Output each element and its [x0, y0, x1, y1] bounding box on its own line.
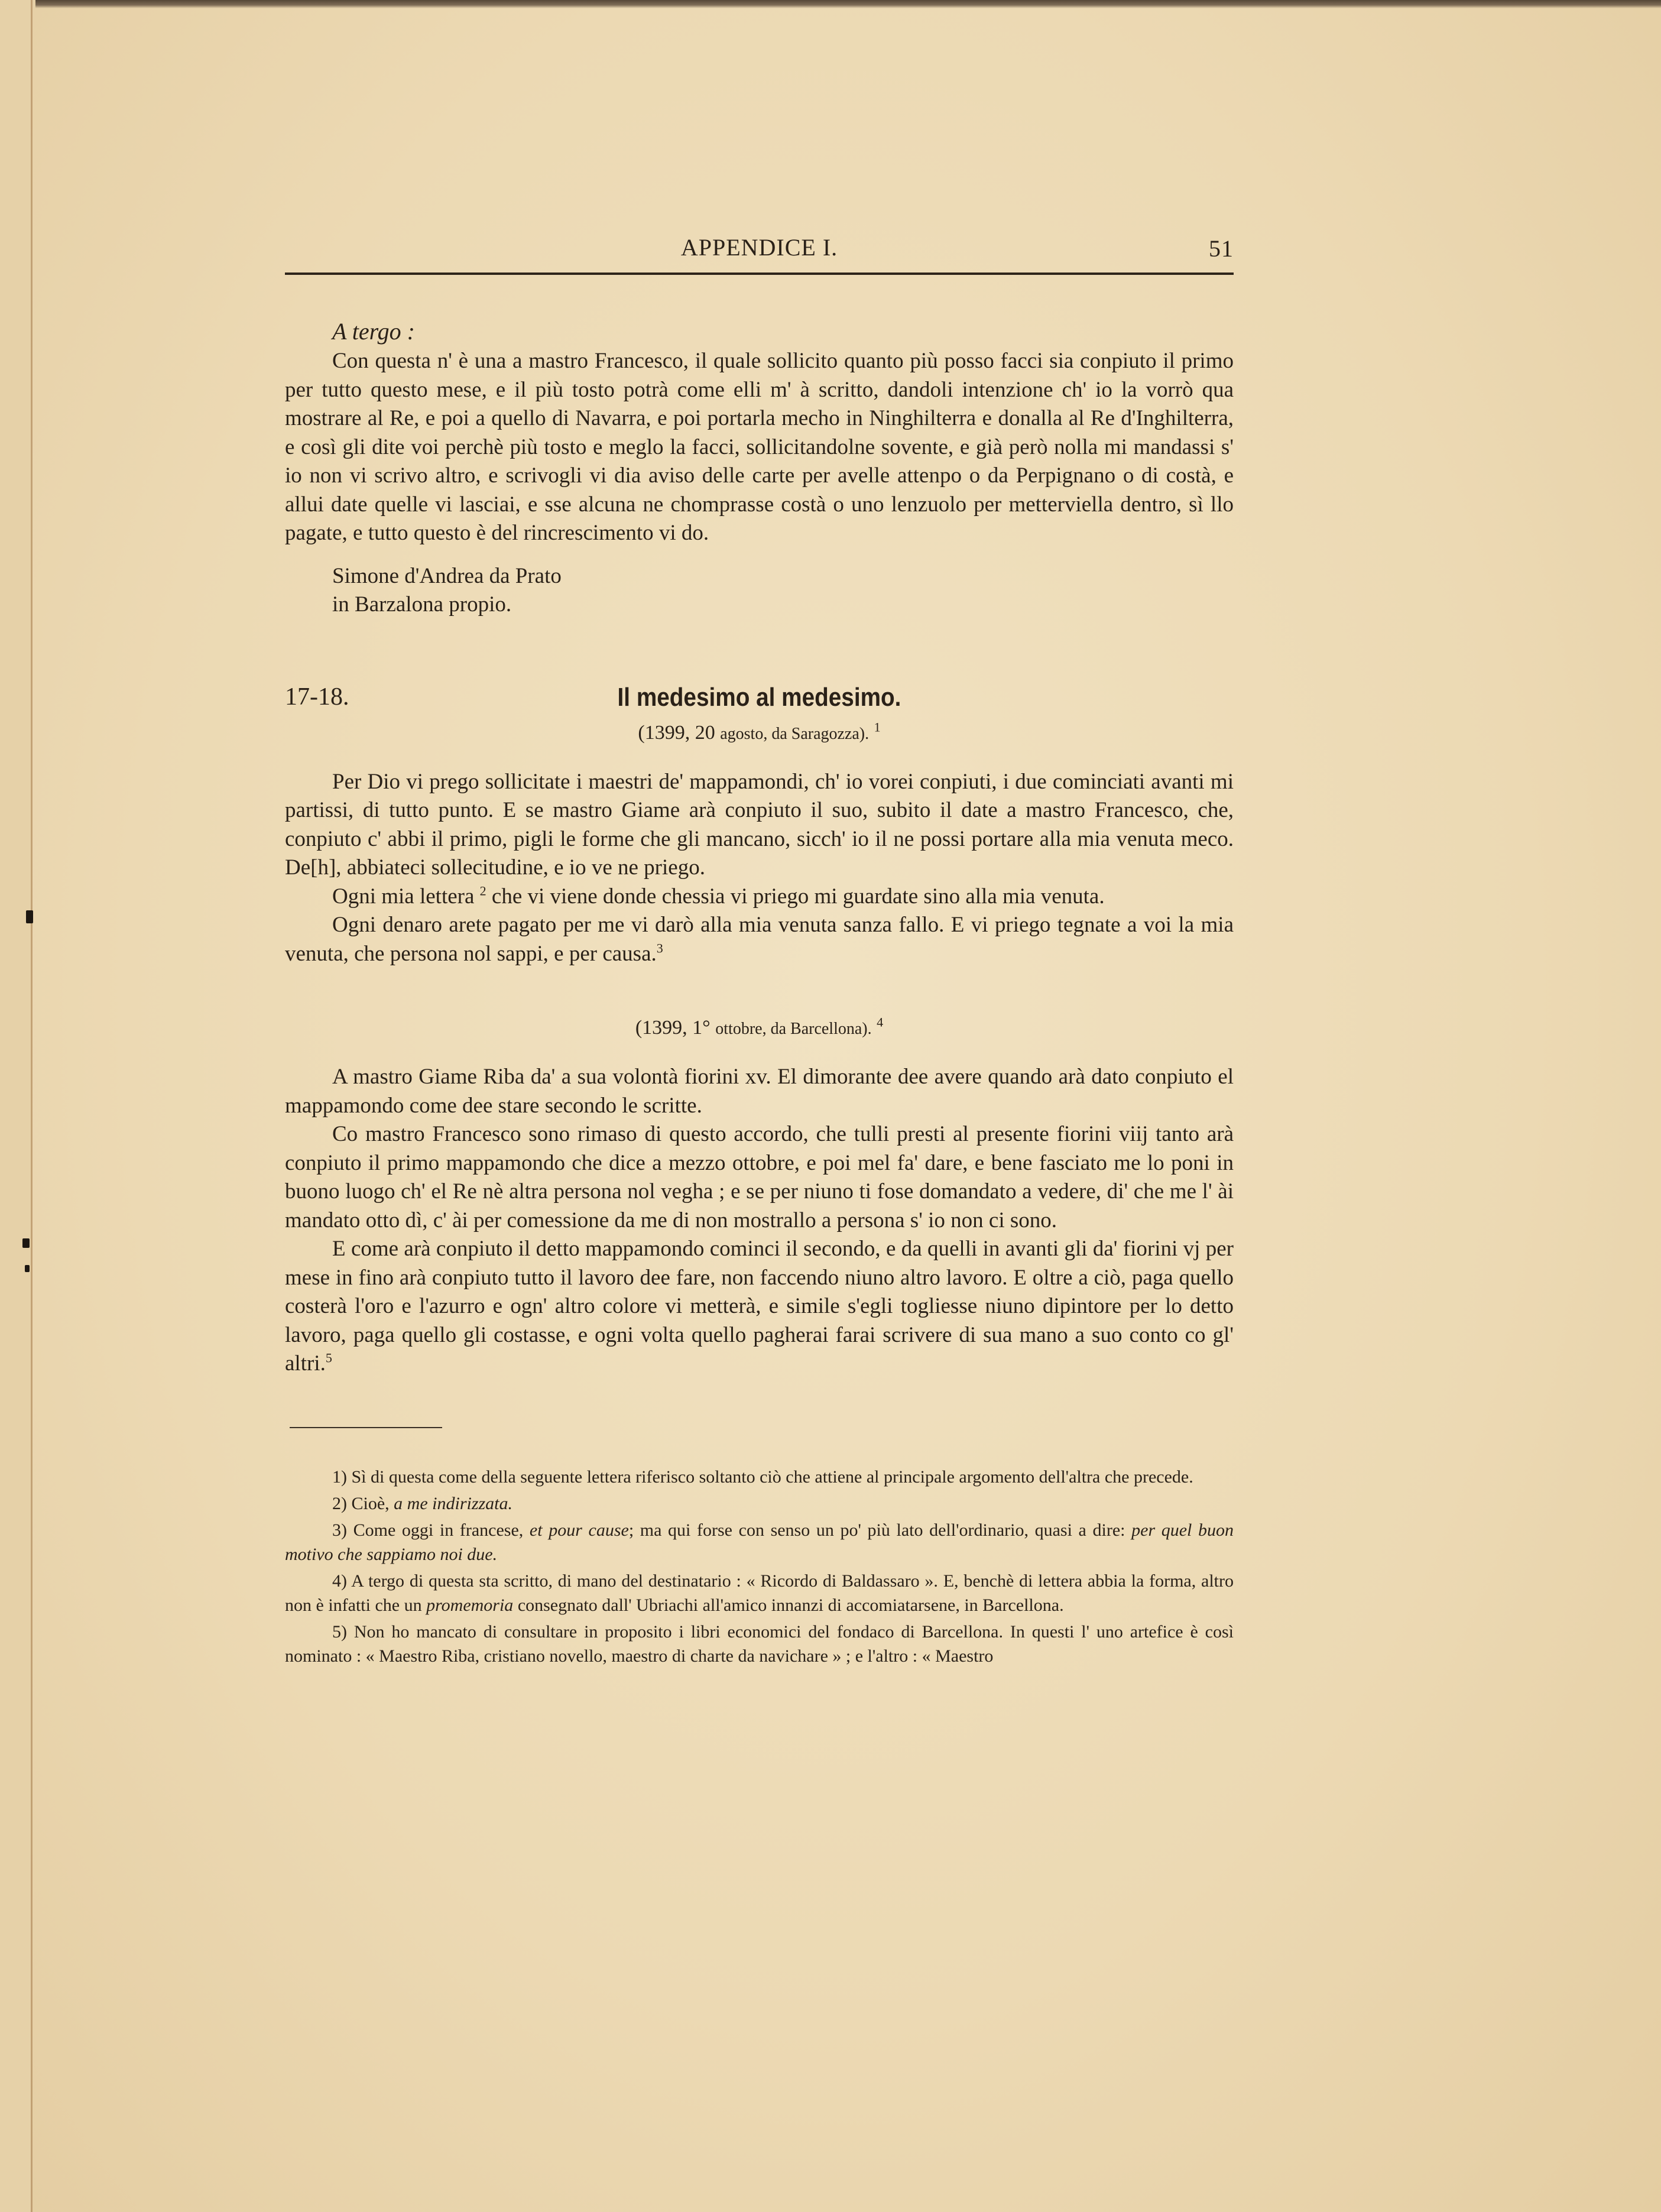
running-title: APPENDICE I. [680, 234, 838, 261]
footnote-text: Come oggi in francese, [353, 1520, 524, 1540]
footnote-4 [285, 1569, 1234, 1617]
margin-ink-mark [22, 1238, 30, 1248]
letter-part-1 [285, 768, 1234, 969]
date-year: (1399, 20 [638, 721, 715, 744]
footnote-italic: a me indirizzata. [394, 1493, 513, 1513]
footnote-text: Sì di questa come della seguente lettera riferisco soltanto ciò che attiene al principale argomento dell'altra che precede. [351, 1467, 1193, 1487]
page-number: 51 [1209, 235, 1234, 262]
letter-title: Il medesimo al medesimo. [617, 682, 901, 712]
footnote-ref[interactable]: 1 [874, 719, 881, 735]
paragraph-text: Ogni denaro arete pagato per me vi darò alla mia venuta sanza fallo. E vi priego tegnate a voi la mia venuta, che persona nol sappi, e per causa. [285, 913, 1234, 966]
a-tergo-label: A tergo : [332, 318, 415, 345]
paragraph: Co mastro Francesco sono rimaso di questo accordo, che tulli presti al presente fiorini viij tanto arà conpiuto il primo mappamondo che dice a mezzo ottobre, e poi mel fa' dare, e bene fasciato me lo poni in buono luogo ch' el Re nè altra persona nol vegha ; e se per niuno ti fose domandato a vedere, di' che me l' ài mandato otto dì, c' ài per comessione da me di non mostrallo a persona s' io non ci sono. [285, 1122, 1234, 1233]
footnote-5 [285, 1620, 1234, 1668]
footnote-number: 5) [332, 1621, 347, 1642]
footnote-1 [285, 1465, 1234, 1489]
footnote-ref[interactable]: 2 [479, 883, 486, 899]
letter-number: 17-18. [285, 683, 349, 711]
paragraph: Per Dio vi prego sollicitate i maestri de' mappamondi, ch' io vorei conpiuti, i due cominciati avanti mi partissi, di tutto punto. E se mastro Giame arà conpiuto il suo, subito il date a mastro Francesco, che, conpiuto c' abbi il primo, pigli le forme che gli mancano, sicch' io il ne possi portare alla mia venuta meco. De[h], abbiateci sollecitudine, e io ve ne priego. [285, 769, 1234, 880]
footnote-ref[interactable]: 5 [325, 1350, 332, 1366]
document-page [285, 233, 1234, 1671]
page-binding-strip [0, 0, 31, 2212]
footnote-ref[interactable]: 4 [877, 1014, 884, 1030]
footnote-number: 2) [332, 1493, 347, 1513]
footnote-3 [285, 1518, 1234, 1566]
footnote-text: consegnato dall' Ubriachi all'amico innanzi di accomiatarsene, in Barcellona. [517, 1595, 1064, 1615]
header-rule [285, 273, 1234, 275]
paragraph-text: che vi viene donde chessia vi priego mi guardate sino alla mia venuta. [491, 884, 1105, 909]
paragraph-text: Ogni mia lettera [332, 884, 475, 909]
paragraph [285, 1235, 1234, 1379]
footnote-text: Non ho mancato di consultare in proposito i libri economici del fondaco di Barcellona. In questi l' uno artefice è così nominato : « Maestro Riba, cristiano novello, maestro di charte da navichare » ; e l'altro : « Maestro [285, 1621, 1234, 1666]
letter-part-2 [285, 1063, 1234, 1379]
footnote-number: 3) [332, 1520, 347, 1540]
paragraph: A mastro Giame Riba da' a sua volontà fiorini xv. El dimorante dee avere quando arà dato conpiuto el mappamondo come dee stare secondo le scritte. [285, 1065, 1234, 1118]
dateline-2 [285, 1014, 1234, 1039]
torn-top-edge [35, 0, 1661, 8]
dateline-1 [285, 719, 1234, 744]
footnote-text: ; ma qui forse con senso un po' più lato dell'ordinario, quasi a dire: [628, 1520, 1125, 1540]
footnote-italic: et pour cause [529, 1520, 629, 1540]
footnote-text: Cioè, [351, 1493, 390, 1513]
footnote-text: A tergo di questa sta scritto, di mano del destinatario : « Ricordo di Baldassaro ». E, benchè di lettera abbia la forma, altro non è infatti che un [285, 1571, 1234, 1615]
paragraph [285, 883, 1234, 912]
signature-line: in Barzalona propio. [332, 592, 512, 617]
signature-line: Simone d'Andrea da Prato [332, 563, 562, 588]
footnote-ref[interactable]: 3 [656, 940, 663, 956]
signature [285, 562, 1234, 619]
footnote-2 [285, 1491, 1234, 1516]
footnote-number: 4) [332, 1571, 347, 1591]
footnote-separator [290, 1427, 442, 1428]
date-text: ottobre, da Barcellona). [715, 1020, 872, 1038]
footnotes [285, 1465, 1234, 1668]
paragraph [285, 911, 1234, 968]
date-year: (1399, 1° [635, 1017, 711, 1039]
margin-ink-mark [25, 1265, 30, 1272]
margin-ink-mark [26, 910, 33, 923]
paragraph-text: E come arà conpiuto il detto mappamondo cominci il secondo, e da quelli in avanti gli da' fiorini vj per mese in fino arà conpiuto tutto il lavoro dee fare, non faccendo niuno altro lavoro. E oltre a ciò, paga quello costerà l'oro e l'azurro e ogn' altro colore vi metterà, e simile s'egli togliesse niuno dipintore per lo detto lavoro, paga quello gli costasse, e ogni volta quello pagherai farai scrivere di sua mano a suo conto co gl' altri. [285, 1237, 1234, 1376]
letter-heading [285, 683, 1234, 716]
footnote-italic: promemoria [426, 1595, 514, 1615]
a-tergo-paragraph: Con questa n' è una a mastro Francesco, il quale sollicito quanto più posso facci sia conpiuto il primo per tutto questo mese, e il più tosto potrà come elli m' à scritto, dandoli intenzione ch' io la vorrò qua mostrare al Re, e poi a quello di Navarra, e poi portarla mecho in Ninghilterra e donalla al Re d'Inghilterra, e così gli dite voi perchè più tosto e meglo la facci, sollicitandolne sovente, e già però nolla mi mandassi s' io non vi scrivo altro, e scrivogli vi dia aviso delle carte per avelle attenpo o da Perpignano o di costà, e allui date quelle vi lasciai, e sse alcuna ne chomprasse costà o uno lenzuolo per metterviella dentro, sì llo pagate, e tutto questo è del rincrescimento vi do. [285, 349, 1234, 545]
footnote-italic: per quel buon motivo che sappiamo noi due. [285, 1520, 1234, 1564]
running-header [285, 233, 1234, 269]
binding-edge [31, 0, 33, 2212]
footnote-number: 1) [332, 1467, 347, 1487]
date-text: agosto, da Saragozza). [720, 724, 870, 743]
